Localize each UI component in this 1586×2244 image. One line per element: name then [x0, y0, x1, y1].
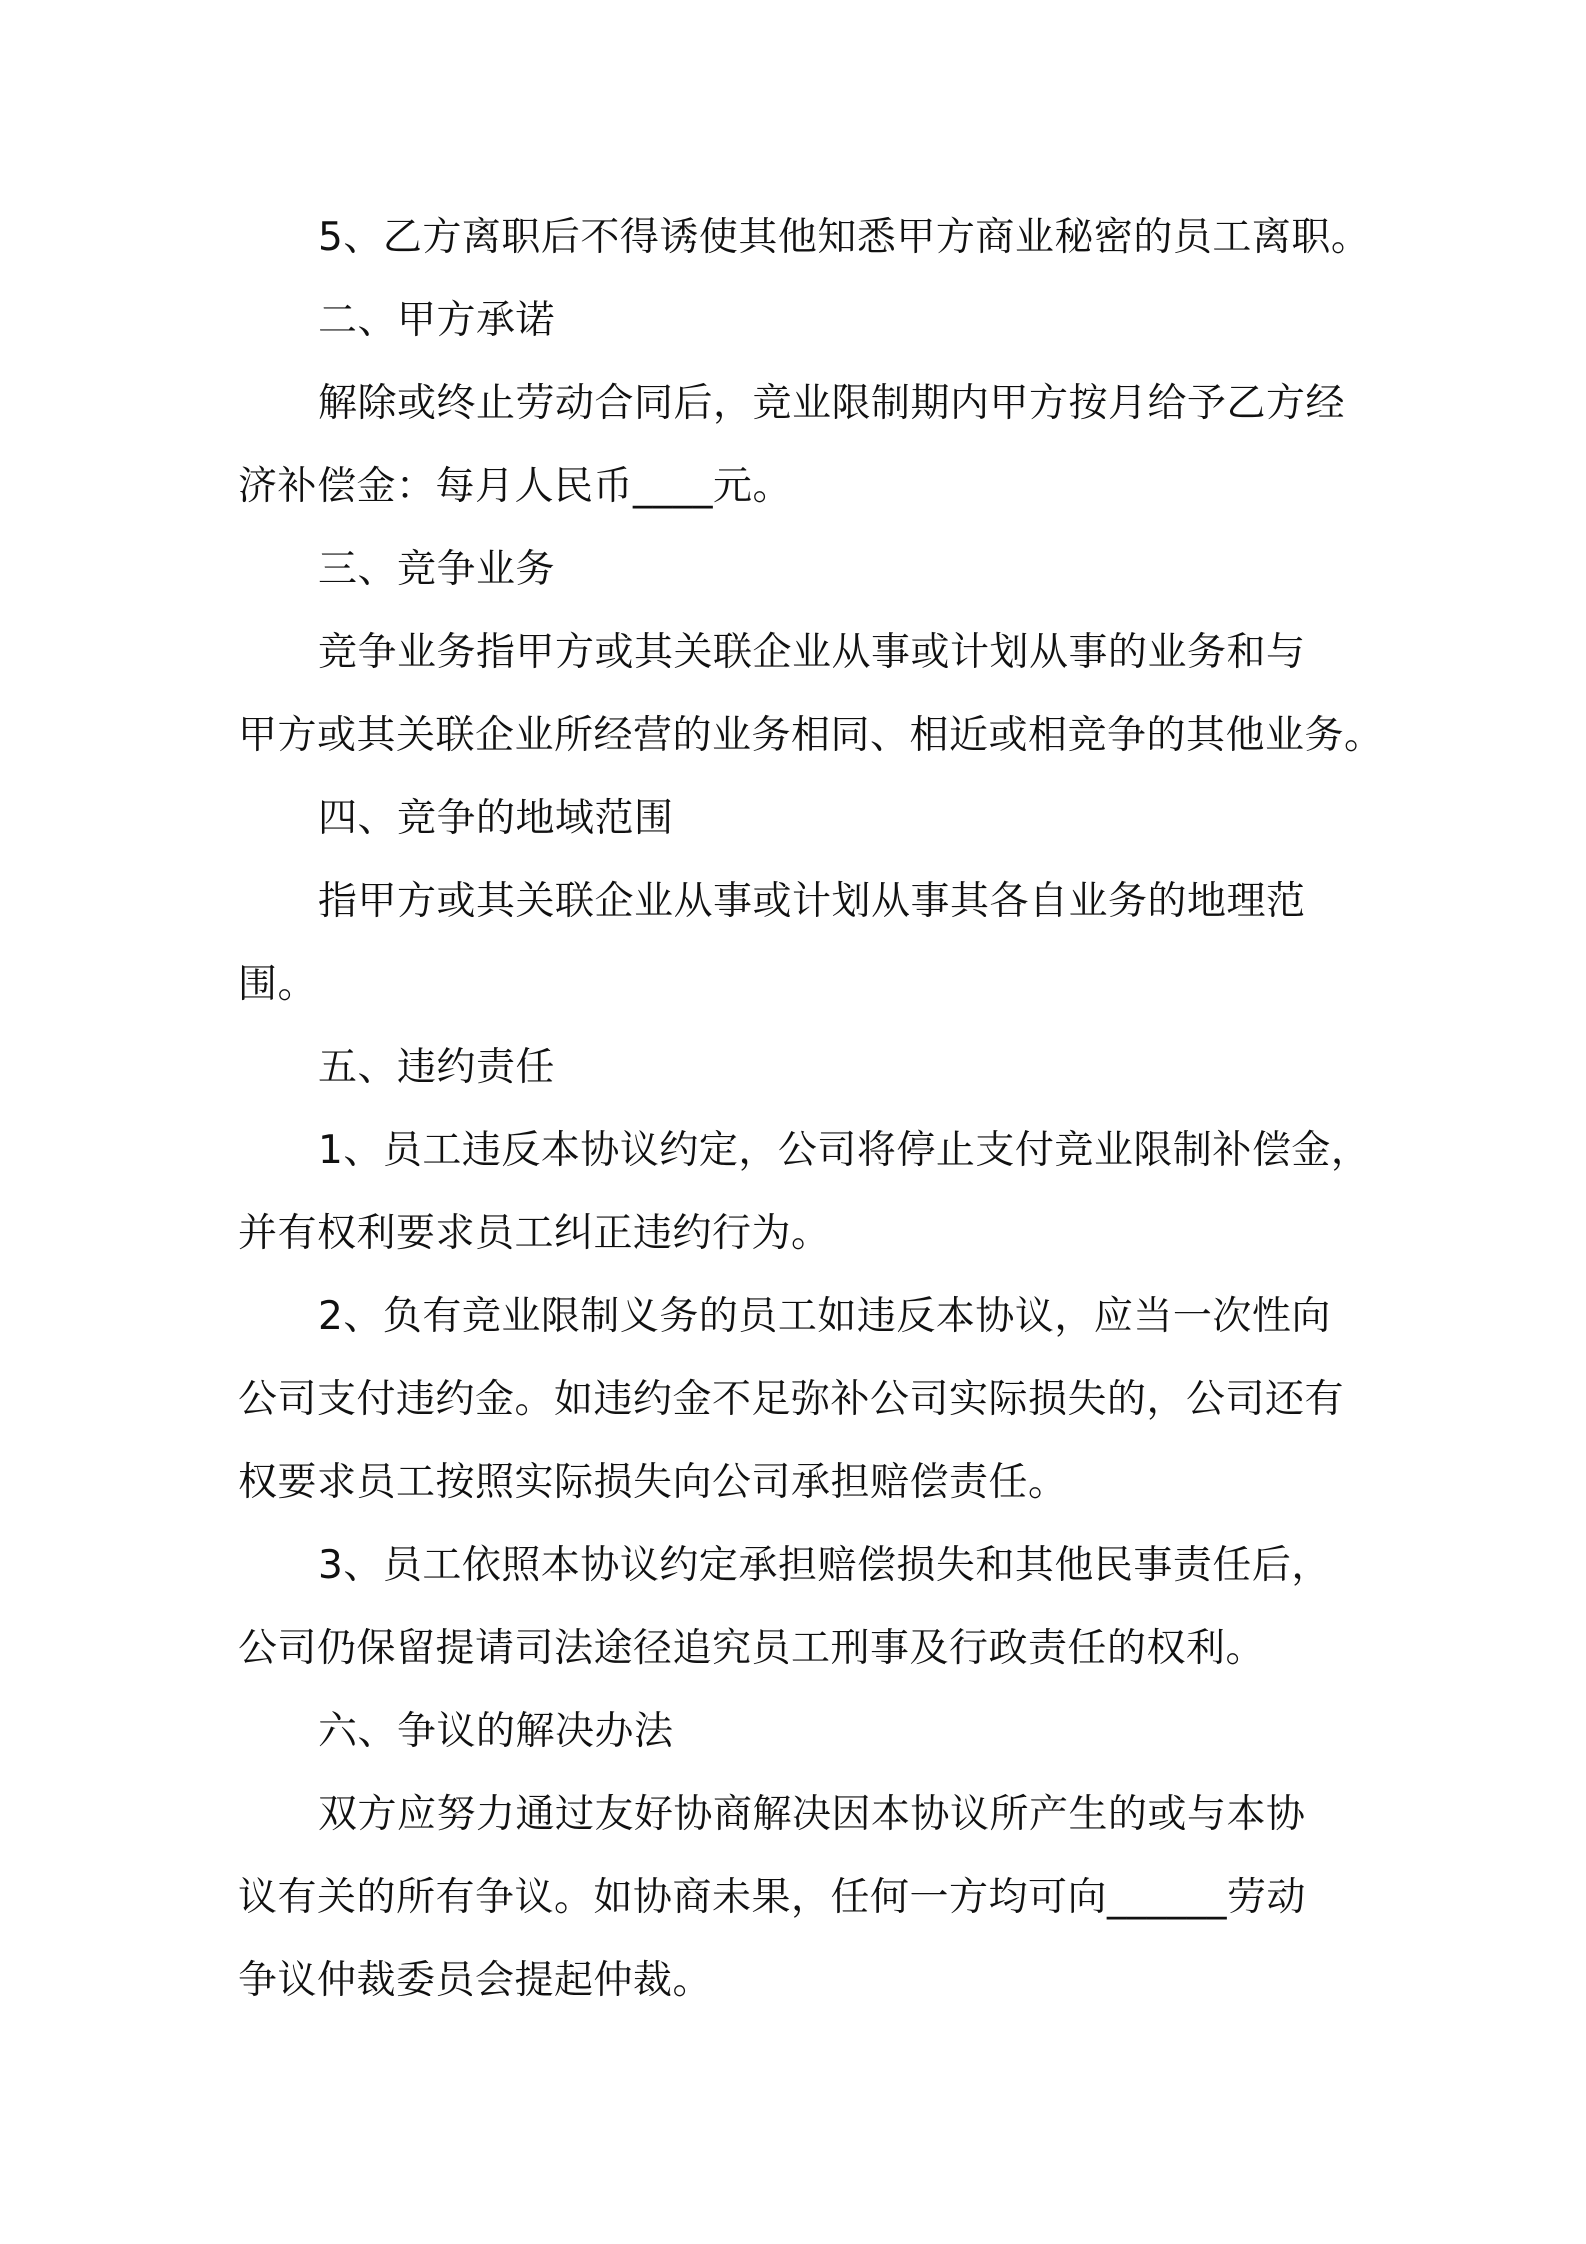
section-heading-3: 三、竞争业务 [318, 547, 556, 592]
paragraph-line: 并有权利要求员工纠正违约行为。 [238, 1211, 831, 1256]
section-heading-5: 五、违约责任 [318, 1045, 556, 1090]
paragraph-line: 公司仍保留提请司法途径追究员工刑事及行政责任的权利。 [238, 1626, 1266, 1671]
clause-5-line: 5、乙方离职后不得诱使其他知悉甲方商业秘密的员工离职。 [318, 215, 1371, 260]
paragraph-line: 指甲方或其关联企业从事或计划从事其各自业务的地理范 [318, 879, 1306, 924]
paragraph-line: 议有关的所有争议。如协商未果，任何一方均可向______劳动 [238, 1875, 1307, 1920]
paragraph-line: 权要求员工按照实际损失向公司承担赔偿责任。 [238, 1460, 1068, 1505]
paragraph-line: 3、员工依照本协议约定承担赔偿损失和其他民事责任后， [318, 1543, 1331, 1588]
paragraph-line: 1、员工违反本协议约定，公司将停止支付竞业限制补偿金， [318, 1128, 1371, 1173]
section-heading-2: 二、甲方承诺 [318, 298, 556, 343]
paragraph-line: 双方应努力通过友好协商解决因本协议所产生的或与本协 [318, 1792, 1306, 1837]
paragraph-line: 济补偿金：每月人民币____元。 [238, 464, 793, 509]
paragraph-line: 解除或终止劳动合同后，竞业限制期内甲方按月给予乙方经 [318, 381, 1346, 426]
paragraph-line: 争议仲裁委员会提起仲裁。 [238, 1958, 713, 2003]
paragraph-line: 2、负有竞业限制义务的员工如违反本协议，应当一次性向 [318, 1294, 1331, 1339]
document-body [238, 196, 1384, 2022]
paragraph-line: 甲方或其关联企业所经营的业务相同、相近或相竞争的其他业务。 [238, 713, 1384, 758]
section-heading-6: 六、争议的解决办法 [318, 1709, 674, 1754]
paragraph-line: 竞争业务指甲方或其关联企业从事或计划从事的业务和与 [318, 630, 1306, 675]
paragraph-line: 围。 [238, 962, 318, 1007]
section-heading-4: 四、竞争的地域范围 [318, 796, 674, 841]
paragraph-line: 公司支付违约金。如违约金不足弥补公司实际损失的，公司还有 [238, 1377, 1345, 1422]
